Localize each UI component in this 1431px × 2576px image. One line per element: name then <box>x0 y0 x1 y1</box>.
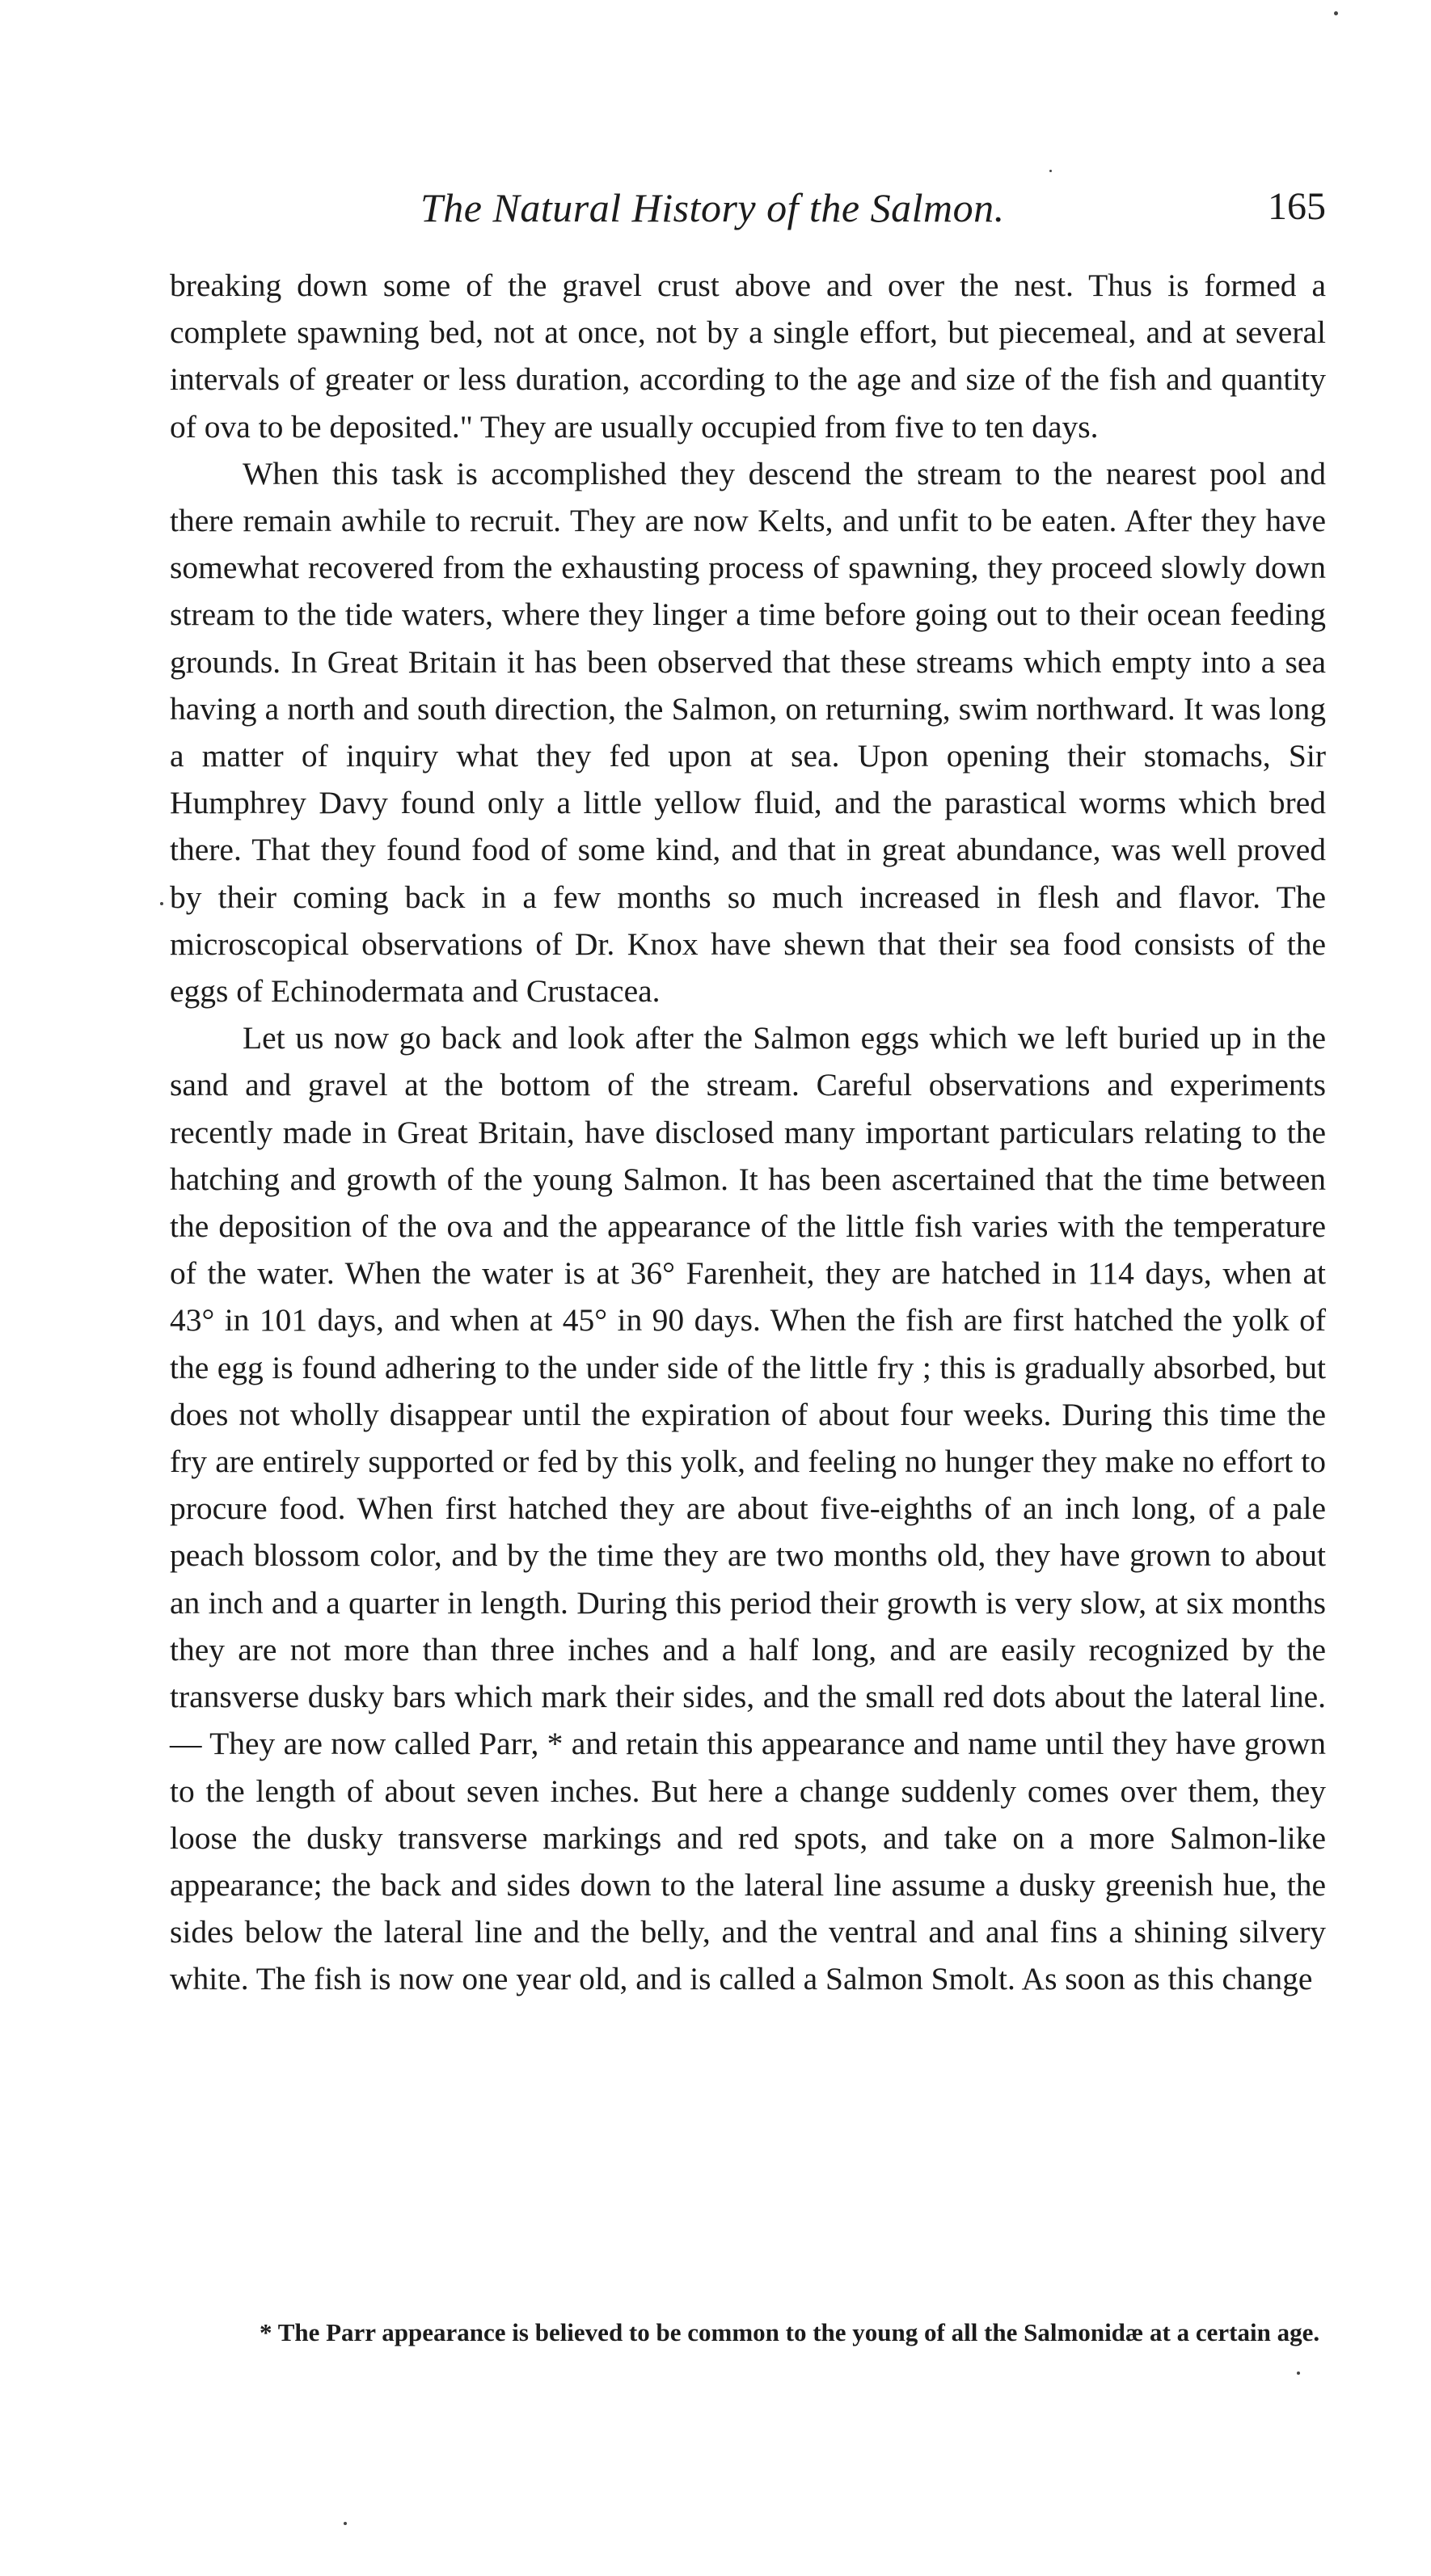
page-speck <box>344 2522 347 2525</box>
page-speck <box>1334 11 1338 15</box>
page-speck <box>1297 2372 1300 2375</box>
page-number: 165 <box>1268 185 1326 228</box>
paragraph-spawning-bed: breaking down some of the gravel crust above and over the nest. Thus is formed a complete spawning bed, not at once, not by a single effort, but piecemeal, and at several intervals of greater or less duration, according to the age and size of the fish and quantity of ova to be deposited." They are usually occupied from five to ten days. <box>170 268 1326 445</box>
paragraph-salmon-eggs: Let us now go back and look after the Salmon eggs which we left buried up in the sand and gravel at the bottom of the stream. Careful observations and experiments recently made in Great Britain, have disclosed many important particulars relating to the hatching and growth of the young Salmon. It has been ascertained that the time between the deposition of the ova and the appearance of the little fish varies with the temperature of the water. When the water is at 36° Farenheit, they are hatched in 114 days, when at 43° in 101 days, and when at 45° in 90 days. When the fish are first hatched the yolk of the egg is found adhering to the under side of the little fry ; this is gradually absorbed, but does not wholly disappear until the expiration of about four weeks. During this time the fry are entirely supported or fed by this yolk, and feeling no hunger they make no effort to procure food. When first hatched they are about five-eighths of an inch long, of a pale peach blossom color, and by the time they are two months old, they have grown to about an inch and a quarter in length. During this period their growth is very slow, at six months they are not more than three inches and a half long, and are easily recognized by the transverse dusky bars which mark their sides, and the small red dots about the lateral line.— They are now called Parr, * and retain this appearance and name until they have grown to the length of about seven inches. But here a change suddenly comes over them, they loose the dusky transverse markings and red spots, and take on a more Salmon-like appearance; the back and sides down to the lateral line assume a dusky greenish hue, the sides below the lateral line and the belly, and the ventral and anal fins a shining silvery white. The fish is now one year old, and is called a Salmon Smolt. As soon as this change <box>170 1020 1326 1997</box>
body-text <box>170 262 1326 2003</box>
footnote <box>167 2317 1326 2349</box>
page-header <box>170 184 1326 241</box>
running-title: The Natural History of the Salmon. <box>420 185 1005 230</box>
page-speck <box>1049 170 1052 172</box>
footnote-text: * The Parr appearance is believed to be common to the young of all the Salmonidæ at a certain age. <box>260 2318 1320 2346</box>
paragraph-kelts: When this task is accomplished they descend the stream to the nearest pool and there remain awhile to recruit. They are now Kelts, and unfit to be eaten. After they have somewhat recovered from the exhausting process of spawning, they proceed slowly down stream to the tide waters, where they linger a time before going out to their ocean feeding grounds. In Great Britain it has been observed that these streams which empty into a sea having a north and south direction, the Salmon, on returning, swim northward. It was long a matter of inquiry what they fed upon at sea. Upon opening their stomachs, Sir Humphrey Davy found only a little yellow fluid, and the parastical worms which bred there. That they found food of some kind, and that in great abundance, was well proved by their coming back in a few months so much increased in flesh and flavor. The microscopical observations of Dr. Knox have shewn that their sea food consists of the eggs of Echinodermata and Crustacea. <box>170 455 1326 1010</box>
page-speck <box>160 902 163 905</box>
